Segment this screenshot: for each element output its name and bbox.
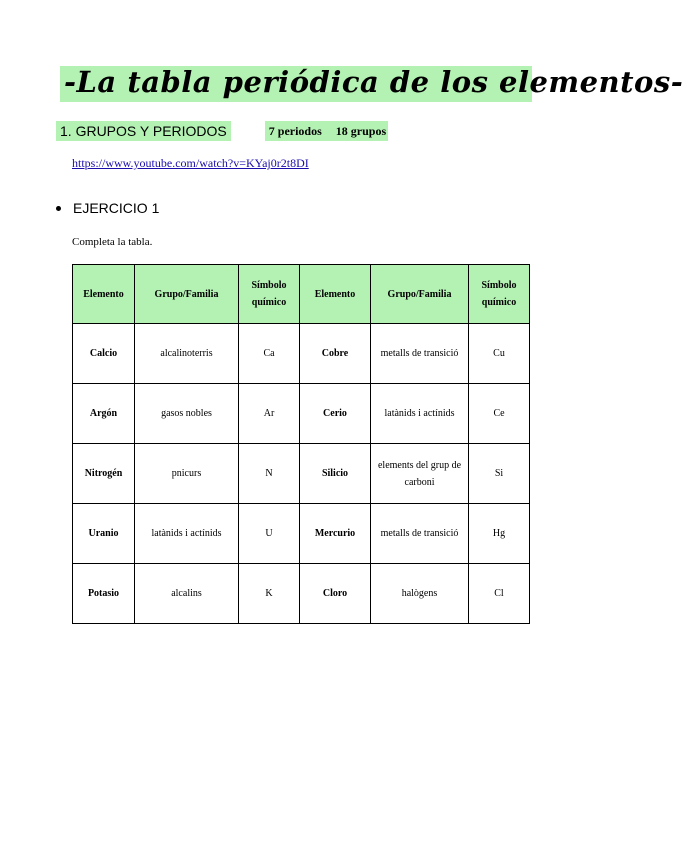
symbol-cell: Si [469, 444, 530, 504]
symbol-cell: Ca [239, 324, 300, 384]
section-counts-highlight [265, 121, 388, 141]
exercise-title: EJERCICIO 1 [73, 200, 160, 216]
symbol-cell: Ce [469, 384, 530, 444]
group-cell: elements del grup de carboni [371, 444, 469, 504]
table-header-row [73, 265, 530, 324]
symbol-cell: U [239, 504, 300, 564]
element-name-cell: Uranio [73, 504, 135, 564]
table-row [73, 384, 530, 444]
page-title: -La tabla periódica de los elementos- [64, 65, 683, 99]
symbol-cell: K [239, 564, 300, 624]
element-name-cell: Cobre [300, 324, 371, 384]
table-row [73, 504, 530, 564]
bullet-icon [56, 206, 61, 211]
groups-count: 18 grupos [335, 123, 387, 138]
elements-table [72, 264, 530, 624]
section-title: 1. GRUPOS Y PERIODOS [60, 123, 227, 139]
exercise-heading [56, 200, 159, 216]
group-cell: alcalinoterris [135, 324, 239, 384]
header-symbol: Símbolo químico [239, 265, 300, 324]
element-name-cell: Silicio [300, 444, 371, 504]
group-cell: latànids i actínids [135, 504, 239, 564]
table-row [73, 444, 530, 504]
group-cell: pnicurs [135, 444, 239, 504]
element-name-cell: Mercurio [300, 504, 371, 564]
section-gap [231, 121, 265, 141]
group-cell: latànids i actínids [371, 384, 469, 444]
symbol-cell: Cl [469, 564, 530, 624]
table-row [73, 324, 530, 384]
section-heading [56, 120, 388, 142]
table-row [73, 564, 530, 624]
symbol-cell: N [239, 444, 300, 504]
header-element: Elemento [300, 265, 371, 324]
header-group: Grupo/Familia [371, 265, 469, 324]
section-title-highlight [56, 121, 231, 141]
group-cell: metalls de transició [371, 324, 469, 384]
group-cell: gasos nobles [135, 384, 239, 444]
header-symbol: Símbolo químico [469, 265, 530, 324]
element-name-cell: Nitrogén [73, 444, 135, 504]
element-name-cell: Cloro [300, 564, 371, 624]
element-name-cell: Potasio [73, 564, 135, 624]
element-name-cell: Argón [73, 384, 135, 444]
header-group: Grupo/Familia [135, 265, 239, 324]
header-element: Elemento [73, 265, 135, 324]
symbol-cell: Ar [239, 384, 300, 444]
periods-count: 7 periodos [268, 123, 322, 138]
group-cell: alcalins [135, 564, 239, 624]
element-name-cell: Calcio [73, 324, 135, 384]
element-name-cell: Cerio [300, 384, 371, 444]
group-cell: metalls de transició [371, 504, 469, 564]
group-cell: halògens [371, 564, 469, 624]
symbol-cell: Cu [469, 324, 530, 384]
youtube-link[interactable]: https://www.youtube.com/watch?v=KYaj0r2t8DI [72, 156, 309, 170]
symbol-cell: Hg [469, 504, 530, 564]
exercise-instructions: Completa la tabla. [72, 236, 153, 248]
